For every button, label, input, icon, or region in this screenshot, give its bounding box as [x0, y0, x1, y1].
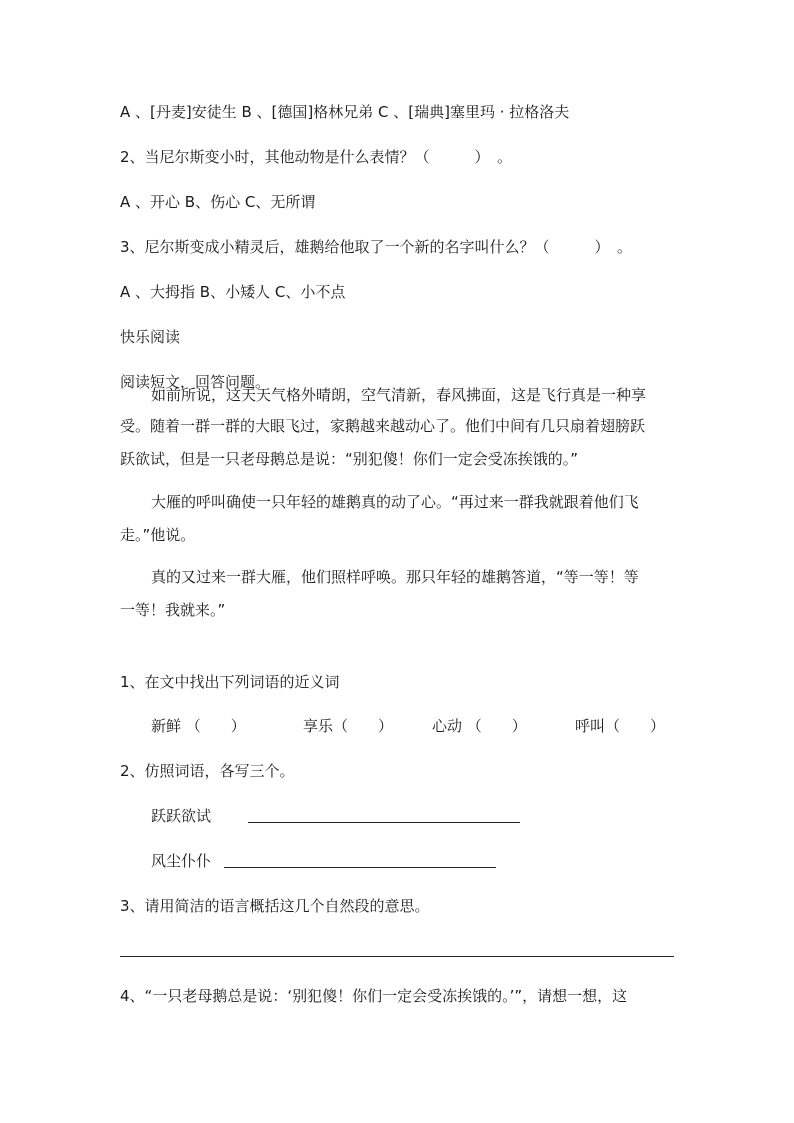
- exercise-3-prompt: 3、请用简洁的语言概括这几个自然段的意思。: [120, 897, 430, 915]
- section-title: 快乐阅读: [120, 328, 181, 346]
- passage-p3-line1: 真的又过来一群大雁，他们照样呼唤。那只年轻的雄鹅答道，“等一等！等: [151, 568, 639, 586]
- example-word-1: 跃跃欲试: [151, 807, 212, 825]
- reading-instruction: 阅读短文，回答问题。: [120, 373, 271, 391]
- passage-p1-line3: 跃欲试，但是一只老母鹅总是说：“别犯傻！你们一定会受冻挨饿的。”: [120, 450, 579, 468]
- example-word-2: 风尘仆仆: [151, 852, 212, 870]
- q1-options: A 、[丹麦]安徒生 B 、[德国]格林兄弟 C 、[瑞典]塞里玛 · 拉格洛夫: [120, 103, 570, 121]
- exercise-4-prompt: 4、“一只老母鹅总是说：‘别犯傻！你们一定会受冻挨饿的。’”，请想一想，这: [120, 987, 628, 1005]
- passage-p3-line2: 一等！我就来。”: [120, 601, 226, 619]
- synonym-item[interactable]: 心动 （ ）: [432, 717, 527, 735]
- answer-line-3[interactable]: [120, 956, 674, 957]
- exercise-2-prompt: 2、仿照词语，各写三个。: [120, 762, 295, 780]
- synonym-item[interactable]: 新鲜 （ ）: [151, 717, 246, 735]
- exercise-1-prompt: 1、在文中找出下列词语的近义词: [120, 673, 340, 691]
- question-3-options: A 、大拇指 B、小矮人 C、小不点: [120, 283, 346, 301]
- answer-blank-2[interactable]: [224, 853, 496, 868]
- synonym-item[interactable]: 享乐（ ）: [303, 717, 394, 735]
- question-3: 3、尼尔斯变成小精灵后，雄鹅给他取了一个新的名字叫什么？（ ） 。: [120, 238, 633, 256]
- synonym-item[interactable]: 呼叫（ ）: [575, 717, 666, 735]
- question-2: 2、当尼尔斯变小时，其他动物是什么表情？（ ） 。: [120, 148, 513, 166]
- passage-p2-line1: 大雁的呼叫确使一只年轻的雄鹅真的动了心。“再过来一群我就跟着他们飞: [151, 493, 639, 511]
- passage-p1-line2: 受。随着一群一群的大眼飞过，家鹅越来越动心了。他们中间有几只扇着翅膀跃: [120, 417, 646, 435]
- passage-p2-line2: 走。”他说。: [120, 526, 196, 544]
- answer-blank-1[interactable]: [248, 808, 520, 823]
- question-2-options: A 、开心 B、伤心 C、无所谓: [120, 193, 316, 211]
- passage-p1-line1: 如前所说，这天天气格外晴朗，空气清新，春风拂面，这是飞行真是一种享: [151, 386, 647, 404]
